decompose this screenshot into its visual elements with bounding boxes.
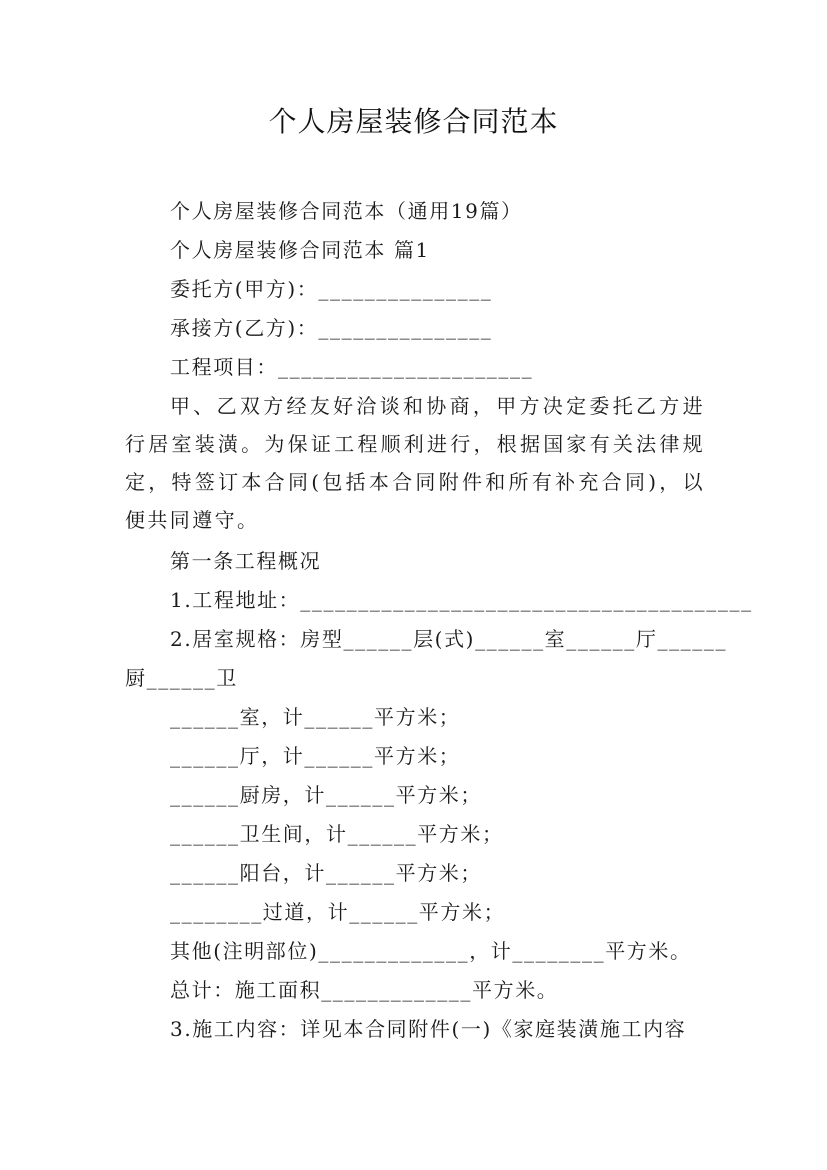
document-title: 个人房屋装修合同范本 [268, 105, 559, 138]
balcony-area-line: ______阳台，计______平方米； [170, 861, 482, 885]
party-a-line: 委托方(甲方)：_______________ [170, 277, 493, 301]
hall-area-line: ______厅，计______平方米； [170, 744, 461, 768]
total-area-line: 总计：施工面积_____________平方米。 [170, 978, 559, 1002]
subtitle-line: 个人房屋装修合同范本（通用19篇） [170, 199, 523, 223]
project-line: 工程项目：______________________ [170, 355, 534, 379]
room-area-line: ______室，计______平方米； [170, 705, 461, 729]
room-spec-continued: 厨______卫 [125, 666, 238, 690]
intro-paragraph: 甲、乙双方经友好洽谈和协商，甲方决定委托乙方进行居室装潢。为保证工程顺利进行，根据国家有关法律规定，特签订本合同(包括本合同附件和所有补充合同)，以便共同遵守。 [125, 394, 705, 532]
article-one-heading: 第一条工程概况 [170, 549, 322, 573]
address-line: 1.工程地址：_______________________________________ [170, 588, 753, 612]
room-spec-line: 2.居室规格：房型______层(式)______室______厅______ [170, 627, 728, 651]
construction-content-line: 3.施工内容：详见本合同附件(一)《家庭装潢施工内容 [170, 1017, 687, 1041]
bathroom-area-line: ______卫生间，计______平方米； [170, 822, 504, 846]
party-b-line: 承接方(乙方)：_______________ [170, 316, 493, 340]
other-area-line: 其他(注明部位)_____________，计________平方米。 [170, 939, 692, 963]
section-heading: 个人房屋装修合同范本 篇1 [170, 238, 430, 262]
corridor-area-line: ________过道，计______平方米； [170, 900, 506, 924]
kitchen-area-line: ______厨房，计______平方米； [170, 783, 482, 807]
